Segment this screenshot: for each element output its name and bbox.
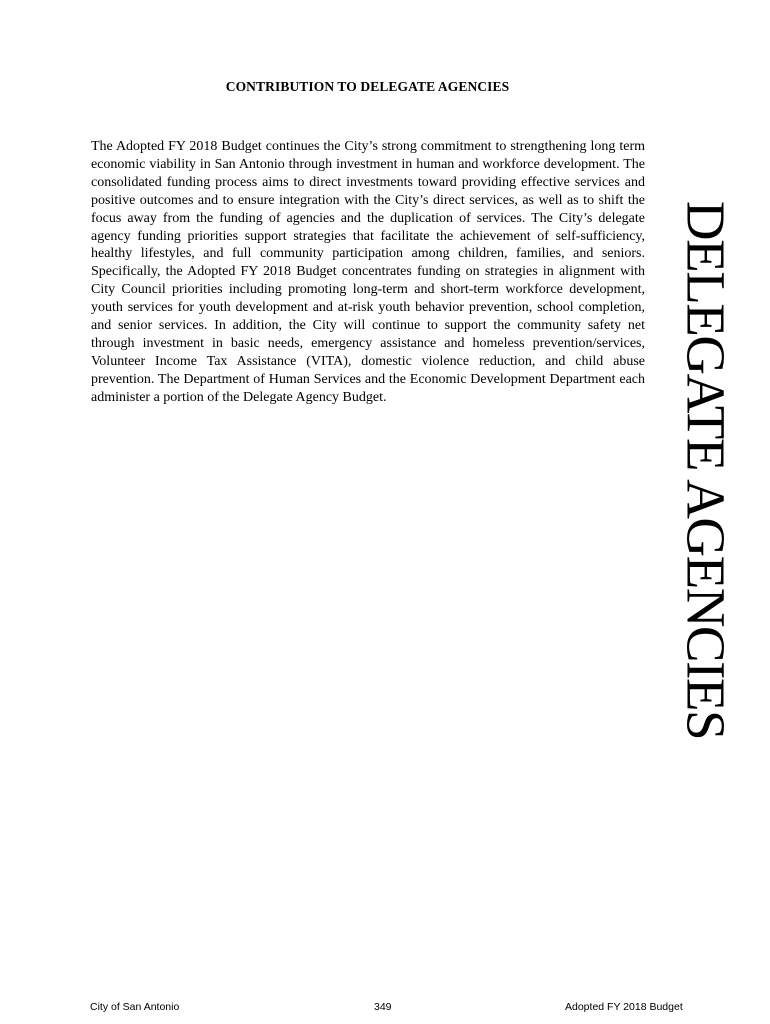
section-side-title: DELEGATE AGENCIES <box>675 200 737 740</box>
page-heading: CONTRIBUTION TO DELEGATE AGENCIES <box>225 79 510 94</box>
footer-budget-title: Adopted FY 2018 Budget <box>565 1001 683 1013</box>
footer-city: City of San Antonio <box>90 1001 180 1013</box>
body-paragraph: The Adopted FY 2018 Budget continues the City’s strong commitment to strengthening long term economic viability in San Antonio through investment in human and workforce development. The consolidated funding process aims to direct investments toward providing effective services and positive outcomes and to ensure integration with the City’s direct services, as well as to shift the focus away from the funding of agencies and the duplication of services. The City’s delegate agency funding priorities support strategies that facilitate the achievement of self-sufficiency, healthy lifestyles, and full community participation among children, families, and seniors. Specifically, the Adopted FY 2018 Budget concentrates funding on strategies in alignment with City Council priorities including promoting long-term and short-term workforce development, youth services for youth development and at-risk youth behavior prevention, school completion, and senior services. In addition, the City will continue to support the community safety net through investment in basic needs, emergency assistance and homeless prevention/services, Volunteer Income Tax Assistance (VITA), domestic violence reduction, and child abuse prevention. The Department of Human Services and the Economic Development Department each administer a portion of the Delegate Agency Budget. <box>91 139 645 405</box>
footer-page-number: 349 <box>374 1001 392 1013</box>
